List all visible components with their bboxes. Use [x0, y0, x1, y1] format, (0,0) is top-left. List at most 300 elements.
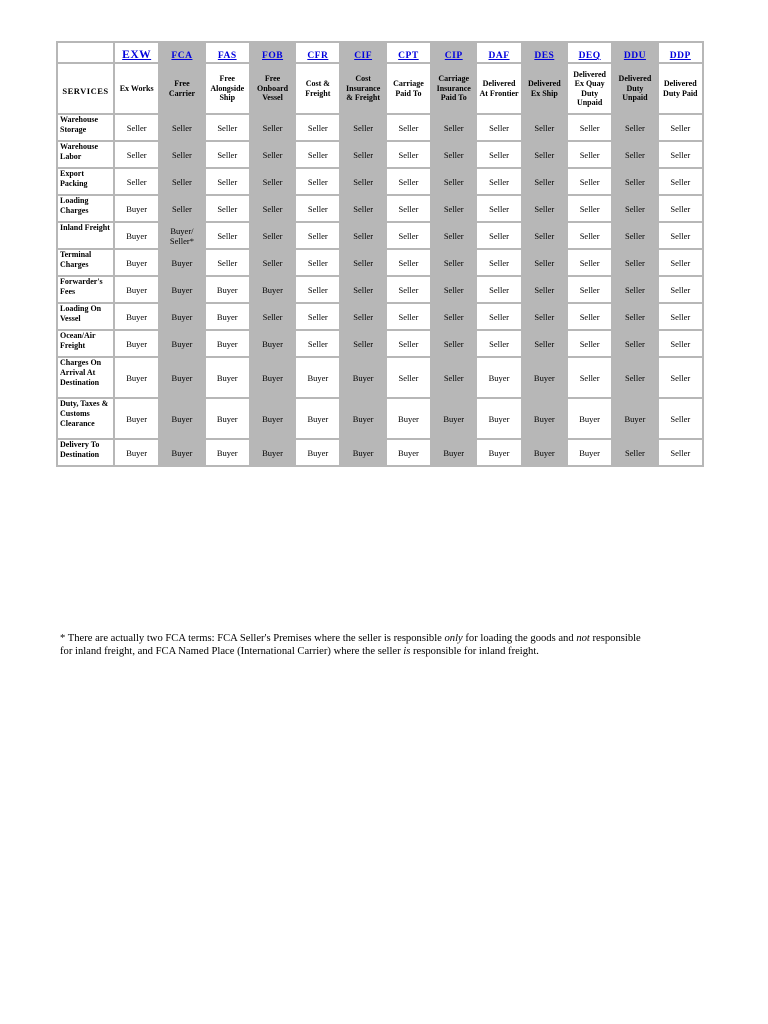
responsibility-cell: [613, 399, 656, 438]
responsibility-value: Seller: [443, 122, 464, 133]
code-link-cip[interactable]: CIP: [444, 51, 463, 61]
responsibility-cell: [568, 223, 611, 248]
code-link-deq[interactable]: DEQ: [578, 51, 601, 61]
term-name-exw: Ex Works: [119, 83, 154, 93]
responsibility-cell: [387, 304, 430, 329]
responsibility-cell: [206, 250, 249, 275]
service-label-loading-charges: Loading Charges: [60, 196, 89, 215]
responsibility-cell: [296, 358, 339, 397]
responsibility-cell: [613, 304, 656, 329]
responsibility-cell: [206, 196, 249, 221]
responsibility-value: Seller: [307, 338, 328, 349]
services-header-cell: [58, 64, 113, 113]
responsibility-cell: [115, 358, 158, 397]
term-name-cell-cpt: [387, 64, 430, 113]
responsibility-cell: [160, 250, 203, 275]
responsibility-cell: [523, 304, 566, 329]
code-link-des[interactable]: DES: [534, 51, 555, 61]
responsibility-cell: [568, 115, 611, 140]
responsibility-value: Seller: [534, 149, 555, 160]
responsibility-cell: [206, 399, 249, 438]
term-name-des: Delivered Ex Ship: [527, 79, 561, 98]
responsibility-cell: [115, 115, 158, 140]
services-header: SERVICES: [62, 86, 109, 96]
responsibility-value: Buyer: [533, 447, 555, 458]
responsibility-cell: [387, 277, 430, 302]
responsibility-cell: [296, 196, 339, 221]
responsibility-value: Buyer: [533, 372, 555, 383]
responsibility-cell: [160, 196, 203, 221]
service-cell: [58, 142, 113, 167]
responsibility-value: Buyer: [488, 413, 510, 424]
service-cell: [58, 223, 113, 248]
responsibility-value: Seller: [307, 203, 328, 214]
responsibility-value: Seller: [307, 149, 328, 160]
responsibility-cell: [613, 142, 656, 167]
responsibility-value: Buyer: [262, 447, 283, 458]
term-name-ddp: Delivered Duty Paid: [663, 79, 698, 98]
responsibility-value: Seller: [579, 149, 600, 160]
responsibility-cell: [206, 358, 249, 397]
responsibility-cell: [387, 399, 430, 438]
responsibility-cell: [251, 399, 294, 438]
service-cell: [58, 399, 113, 438]
responsibility-value: Seller: [670, 284, 691, 295]
responsibility-value: Seller: [579, 338, 600, 349]
responsibility-cell: [568, 277, 611, 302]
responsibility-value: Buyer: [398, 413, 419, 424]
code-cell-deq: [568, 43, 611, 62]
code-cell-ddu: [613, 43, 656, 62]
responsibility-value: Seller: [489, 149, 509, 160]
responsibility-value: Seller: [398, 257, 419, 268]
responsibility-value: Seller: [443, 203, 464, 214]
responsibility-value: Seller: [398, 122, 419, 133]
code-link-fob[interactable]: FOB: [262, 51, 284, 61]
responsibility-value: Buyer: [216, 372, 238, 383]
service-label-export-packing: Export Packing: [60, 169, 88, 188]
responsibility-cell: [477, 250, 520, 275]
responsibility-cell: [115, 169, 158, 194]
responsibility-value: Buyer: [171, 372, 193, 383]
responsibility-value: Seller: [353, 311, 374, 322]
responsibility-cell: [523, 223, 566, 248]
code-cell-fob: [251, 43, 294, 62]
responsibility-cell: [251, 277, 294, 302]
responsibility-cell: [477, 115, 520, 140]
responsibility-cell: [613, 331, 656, 356]
responsibility-cell: [523, 169, 566, 194]
responsibility-cell: [659, 277, 702, 302]
term-name-cell-ddp: [659, 64, 702, 113]
footnote-text-3: responsible for inland freight, and FCA Named Place (International Carrier) where the seller: [60, 633, 641, 658]
responsibility-cell: [206, 331, 249, 356]
responsibility-cell: [432, 142, 475, 167]
responsibility-cell: [432, 115, 475, 140]
responsibility-value: Seller: [353, 284, 374, 295]
responsibility-cell: [659, 331, 702, 356]
responsibility-value: Buyer: [488, 447, 510, 458]
term-name-daf: Delivered At Frontier: [479, 79, 519, 98]
responsibility-cell: [296, 440, 339, 465]
responsibility-value: Buyer: [262, 372, 283, 383]
responsibility-cell: [341, 399, 384, 438]
responsibility-value: Buyer: [216, 311, 238, 322]
responsibility-cell: [115, 304, 158, 329]
term-name-cpt: Carriage Paid To: [393, 79, 424, 98]
responsibility-cell: [477, 196, 520, 221]
responsibility-cell: [387, 115, 430, 140]
responsibility-cell: [568, 196, 611, 221]
responsibility-cell: [206, 304, 249, 329]
responsibility-cell: [568, 399, 611, 438]
code-link-cfr[interactable]: CFR: [307, 51, 329, 61]
responsibility-cell: [613, 169, 656, 194]
responsibility-value: Seller: [307, 257, 328, 268]
responsibility-cell: [523, 142, 566, 167]
code-cell-exw: [115, 43, 158, 62]
term-name-fob: Free Onboard Vessel: [256, 74, 289, 103]
responsibility-value: Buyer: [126, 257, 148, 268]
footnote: [60, 632, 650, 659]
responsibility-cell: [432, 331, 475, 356]
responsibility-value: Seller: [670, 338, 691, 349]
code-cell-cip: [432, 43, 475, 62]
term-name-fca: Free Carrier: [168, 79, 196, 98]
service-cell: [58, 115, 113, 140]
term-name-cell-exw: [115, 64, 158, 113]
responsibility-cell: [523, 196, 566, 221]
responsibility-value: Seller: [579, 372, 600, 383]
responsibility-value: Seller: [398, 311, 419, 322]
service-cell: [58, 169, 113, 194]
responsibility-cell: [115, 250, 158, 275]
responsibility-value: Buyer: [262, 284, 283, 295]
responsibility-value: Seller: [398, 230, 419, 241]
responsibility-cell: [115, 277, 158, 302]
responsibility-value: Seller: [670, 311, 691, 322]
service-label-inland-freight: Inland Freight: [60, 223, 110, 232]
header-codes-row: [58, 43, 702, 62]
responsibility-cell: [296, 331, 339, 356]
code-link-ddp[interactable]: DDP: [669, 51, 691, 61]
responsibility-cell: [477, 399, 520, 438]
responsibility-value: Seller: [172, 122, 192, 133]
responsibility-cell: [296, 277, 339, 302]
responsibility-value: Seller: [625, 447, 645, 458]
footnote-emphasis-is: is: [403, 646, 411, 658]
responsibility-value: Seller: [489, 338, 509, 349]
responsibility-value: Seller: [217, 257, 238, 268]
responsibility-value: Buyer: [579, 447, 600, 458]
term-name-cell-des: [523, 64, 566, 113]
responsibility-cell: [160, 358, 203, 397]
responsibility-value: Seller: [489, 176, 509, 187]
table-row: [58, 331, 702, 356]
responsibility-value: Seller: [262, 257, 283, 268]
responsibility-cell: [160, 304, 203, 329]
responsibility-cell: [432, 358, 475, 397]
service-label-warehouse-labor: Warehouse Labor: [60, 142, 99, 161]
responsibility-cell: [432, 223, 475, 248]
responsibility-value: Seller: [579, 122, 600, 133]
term-name-cfr: Cost & Freight: [305, 79, 331, 98]
term-name-fas: Free Alongside Ship: [210, 74, 245, 103]
responsibility-cell: [432, 304, 475, 329]
responsibility-cell: [115, 331, 158, 356]
responsibility-value: Seller: [579, 176, 600, 187]
responsibility-value: Buyer/ Seller*: [169, 225, 194, 246]
responsibility-value: Buyer: [443, 447, 465, 458]
responsibility-cell: [387, 331, 430, 356]
service-cell: [58, 331, 113, 356]
term-name-cip: Carriage Insurance Paid To: [436, 74, 471, 103]
responsibility-cell: [568, 440, 611, 465]
responsibility-cell: [432, 399, 475, 438]
responsibility-value: Seller: [398, 284, 419, 295]
responsibility-value: Buyer: [579, 413, 600, 424]
code-link-cpt[interactable]: CPT: [398, 51, 419, 61]
responsibility-value: Seller: [353, 203, 374, 214]
responsibility-value: Seller: [172, 203, 192, 214]
responsibility-value: Seller: [534, 122, 555, 133]
responsibility-value: Seller: [625, 372, 645, 383]
responsibility-cell: [160, 169, 203, 194]
service-label-forwarder-s-fees: Forwarder's Fees: [60, 277, 103, 296]
table-row: [58, 196, 702, 221]
responsibility-cell: [296, 169, 339, 194]
responsibility-value: Seller: [126, 122, 147, 133]
responsibility-cell: [568, 169, 611, 194]
term-name-cell-daf: [477, 64, 520, 113]
responsibility-value: Seller: [443, 257, 464, 268]
responsibility-value: Seller: [670, 413, 691, 424]
responsibility-cell: [341, 331, 384, 356]
responsibility-cell: [568, 142, 611, 167]
responsibility-cell: [387, 169, 430, 194]
responsibility-value: Seller: [579, 203, 600, 214]
responsibility-value: Seller: [670, 122, 691, 133]
responsibility-value: Seller: [262, 311, 283, 322]
responsibility-value: Seller: [398, 338, 419, 349]
responsibility-value: Buyer: [398, 447, 419, 458]
code-cell-fca: [160, 43, 203, 62]
term-name-cell-cif: [341, 64, 384, 113]
term-name-cell-fas: [206, 64, 249, 113]
code-link-fca[interactable]: FCA: [171, 51, 193, 61]
term-name-cell-ddu: [613, 64, 656, 113]
responsibility-cell: [341, 142, 384, 167]
code-link-ddu[interactable]: DDU: [623, 51, 646, 61]
responsibility-value: Buyer: [216, 447, 238, 458]
responsibility-value: Buyer: [488, 372, 510, 383]
term-name-cell-deq: [568, 64, 611, 113]
responsibility-value: Seller: [670, 149, 691, 160]
responsibility-value: Seller: [670, 447, 691, 458]
responsibility-value: Seller: [398, 149, 419, 160]
footnote-text-4: responsible for inland freight.: [410, 646, 539, 658]
responsibility-value: Seller: [534, 230, 555, 241]
responsibility-cell: [613, 250, 656, 275]
responsibility-cell: [523, 331, 566, 356]
responsibility-cell: [387, 440, 430, 465]
incoterms-table: [56, 41, 704, 467]
code-cell-ddp: [659, 43, 702, 62]
responsibility-cell: [613, 277, 656, 302]
responsibility-cell: [296, 142, 339, 167]
service-label-loading-on-vessel: Loading On Vessel: [60, 304, 102, 323]
service-label-charges-on-arrival-at-destination: Charges On Arrival At Destination: [60, 358, 102, 387]
code-cell-fas: [206, 43, 249, 62]
code-cell-cif: [341, 43, 384, 62]
code-link-fas[interactable]: FAS: [217, 51, 237, 61]
responsibility-value: Seller: [172, 176, 192, 187]
table-row: [58, 277, 702, 302]
responsibility-cell: [659, 399, 702, 438]
service-label-duty-taxes-customs-clearance: Duty, Taxes & Customs Clearance: [60, 399, 109, 428]
responsibility-value: Seller: [625, 284, 645, 295]
responsibility-cell: [613, 223, 656, 248]
responsibility-cell: [206, 223, 249, 248]
responsibility-value: Buyer: [307, 413, 329, 424]
service-label-delivery-to-destination: Delivery To Destination: [60, 440, 100, 459]
responsibility-cell: [659, 358, 702, 397]
responsibility-value: Seller: [398, 372, 419, 383]
responsibility-cell: [206, 277, 249, 302]
responsibility-value: Buyer: [126, 230, 148, 241]
responsibility-cell: [206, 169, 249, 194]
footnote-text-2: for loading the goods and: [462, 633, 577, 644]
code-link-cif[interactable]: CIF: [354, 51, 373, 61]
responsibility-cell: [477, 277, 520, 302]
responsibility-value: Seller: [443, 176, 464, 187]
responsibility-cell: [341, 440, 384, 465]
responsibility-cell: [523, 115, 566, 140]
responsibility-value: Seller: [534, 176, 555, 187]
responsibility-value: Buyer: [126, 372, 148, 383]
responsibility-cell: [206, 115, 249, 140]
responsibility-value: Seller: [353, 122, 374, 133]
responsibility-value: Seller: [534, 338, 555, 349]
responsibility-value: Buyer: [352, 447, 374, 458]
responsibility-value: Buyer: [262, 413, 283, 424]
responsibility-value: Seller: [217, 203, 238, 214]
responsibility-value: Buyer: [171, 413, 193, 424]
code-link-daf[interactable]: DAF: [488, 51, 510, 61]
responsibility-cell: [160, 399, 203, 438]
term-name-cell-fob: [251, 64, 294, 113]
responsibility-value: Buyer: [216, 413, 238, 424]
responsibility-cell: [387, 223, 430, 248]
table-row: [58, 358, 702, 397]
responsibility-value: Seller: [307, 122, 328, 133]
corner-cell: [58, 43, 113, 62]
responsibility-value: Seller: [625, 257, 645, 268]
responsibility-cell: [659, 250, 702, 275]
responsibility-value: Buyer: [126, 447, 148, 458]
responsibility-value: Seller: [443, 311, 464, 322]
responsibility-value: Seller: [489, 311, 509, 322]
table-row: [58, 169, 702, 194]
responsibility-value: Seller: [126, 149, 147, 160]
responsibility-value: Seller: [534, 284, 555, 295]
responsibility-value: Seller: [353, 176, 374, 187]
responsibility-cell: [659, 169, 702, 194]
footnote-emphasis-only: only: [444, 633, 463, 644]
service-cell: [58, 196, 113, 221]
responsibility-value: Seller: [398, 203, 419, 214]
responsibility-value: Seller: [625, 122, 645, 133]
responsibility-cell: [115, 399, 158, 438]
responsibility-cell: [477, 142, 520, 167]
responsibility-cell: [523, 250, 566, 275]
service-label-warehouse-storage: Warehouse Storage: [60, 115, 99, 134]
responsibility-value: Seller: [217, 176, 238, 187]
responsibility-value: Buyer: [126, 311, 148, 322]
responsibility-cell: [613, 358, 656, 397]
responsibility-cell: [251, 440, 294, 465]
responsibility-cell: [568, 304, 611, 329]
responsibility-cell: [251, 142, 294, 167]
responsibility-cell: [115, 440, 158, 465]
responsibility-value: Buyer: [443, 413, 465, 424]
responsibility-value: Seller: [489, 257, 509, 268]
header-names-row: [58, 64, 702, 113]
responsibility-cell: [341, 304, 384, 329]
responsibility-cell: [296, 399, 339, 438]
responsibility-value: Seller: [217, 149, 238, 160]
responsibility-value: Seller: [579, 284, 600, 295]
responsibility-cell: [296, 304, 339, 329]
responsibility-value: Buyer: [126, 338, 148, 349]
responsibility-cell: [477, 440, 520, 465]
table-row: [58, 304, 702, 329]
responsibility-cell: [160, 142, 203, 167]
responsibility-value: Seller: [489, 284, 509, 295]
responsibility-cell: [477, 304, 520, 329]
term-name-cell-cfr: [296, 64, 339, 113]
responsibility-value: Seller: [307, 311, 328, 322]
responsibility-value: Seller: [625, 203, 645, 214]
responsibility-cell: [613, 440, 656, 465]
service-cell: [58, 440, 113, 465]
responsibility-value: Seller: [262, 230, 283, 241]
responsibility-cell: [296, 115, 339, 140]
responsibility-cell: [523, 440, 566, 465]
responsibility-cell: [115, 142, 158, 167]
responsibility-cell: [251, 304, 294, 329]
responsibility-cell: [341, 358, 384, 397]
responsibility-cell: [251, 250, 294, 275]
responsibility-value: Seller: [579, 230, 600, 241]
responsibility-cell: [206, 142, 249, 167]
responsibility-value: Seller: [172, 149, 192, 160]
responsibility-value: Seller: [443, 372, 464, 383]
responsibility-cell: [477, 223, 520, 248]
code-link-exw[interactable]: EXW: [122, 49, 152, 61]
table-row: [58, 223, 702, 248]
responsibility-cell: [432, 169, 475, 194]
responsibility-value: Buyer: [126, 203, 148, 214]
responsibility-cell: [206, 440, 249, 465]
responsibility-value: Buyer: [307, 372, 329, 383]
responsibility-value: Seller: [670, 372, 691, 383]
responsibility-value: Seller: [579, 311, 600, 322]
footnote-text-1: * There are actually two FCA terms: FCA Seller's Premises where the seller is responsible: [60, 633, 445, 644]
responsibility-cell: [387, 142, 430, 167]
responsibility-value: Buyer: [307, 447, 329, 458]
responsibility-value: Seller: [217, 230, 238, 241]
